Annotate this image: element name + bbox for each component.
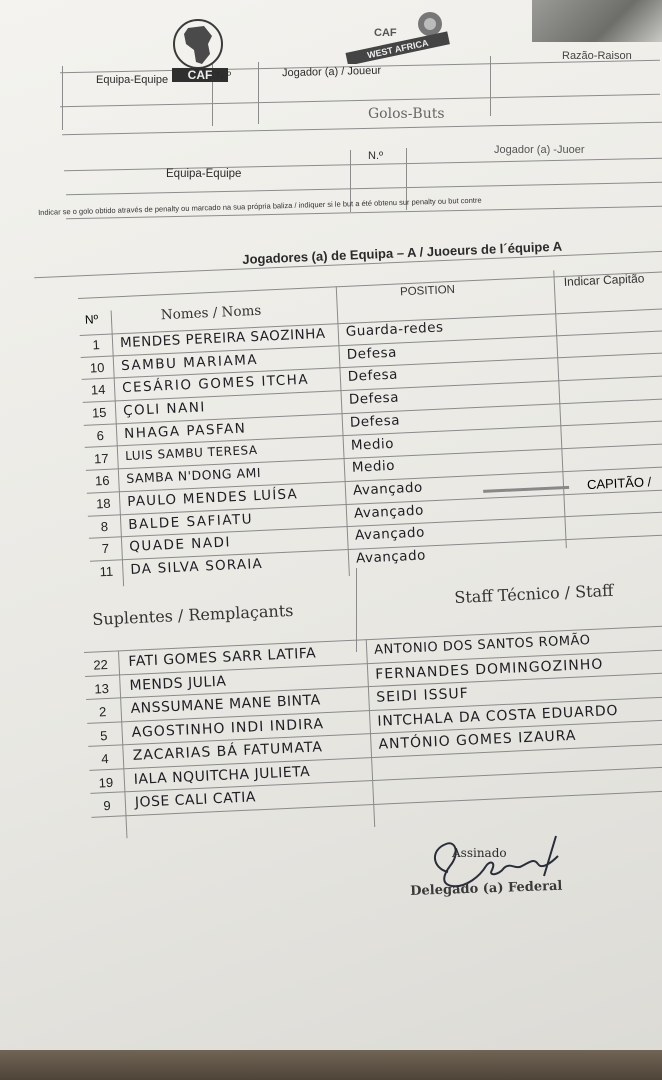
team-a-table	[78, 271, 662, 590]
sub-name: MENDS JULIA	[129, 673, 227, 694]
goals-jogador-label: Jogador (a) -Juoer	[494, 144, 585, 156]
rule	[66, 182, 662, 196]
delegate-label: Delegado (a) Federal	[410, 878, 563, 899]
player-position: Guarda-redes	[345, 319, 444, 340]
wafu-banner-text: WEST AFRICA	[366, 37, 430, 61]
number-label: N.º	[216, 70, 232, 82]
team-a-title: Jogadores (a) de Equipa – A / Juoeurs de l´équipe A	[242, 238, 563, 267]
player-position: Defesa	[349, 412, 401, 431]
sub-number: 2	[98, 704, 107, 720]
rule	[62, 122, 662, 136]
staff-name: ANTONIO DOS SANTOS ROMÃO	[373, 633, 591, 658]
staff-name: SEIDI ISSUF	[376, 685, 470, 706]
player-number: 10	[89, 359, 105, 376]
sub-number: 22	[93, 656, 109, 673]
substitutes-title: Suplentes / Remplaçants	[92, 600, 294, 629]
staff-name: INTCHALA DA COSTA EDUARDO	[377, 702, 619, 730]
goals-title: Golos-Buts	[368, 106, 445, 122]
goals-number-label: N.º	[368, 150, 384, 162]
player-number: 11	[99, 563, 114, 580]
sub-name: IALA NQUITCHA JULIETA	[133, 763, 311, 788]
player-name: LUIS SAMBU TERESA	[124, 442, 258, 463]
substitutes-table	[84, 625, 662, 842]
wafu-caf-text: CAF	[374, 27, 397, 39]
background-object	[532, 0, 662, 42]
rule	[62, 66, 63, 130]
player-position: Defesa	[348, 389, 400, 408]
player-number: 16	[94, 472, 110, 489]
sub-name: AGOSTINHO INDI INDIRA	[131, 715, 325, 741]
sub-number: 19	[98, 774, 114, 790]
player-number: 7	[101, 541, 110, 557]
player-name: NHAGA PASFAN	[123, 420, 247, 442]
player-name: QUADE NADI	[128, 534, 232, 556]
staff-title: Staff Técnico / Staff	[454, 580, 614, 607]
sub-name: ANSSUMANE MANE BINTA	[130, 692, 321, 717]
col-captain-header: Indicar Capitão	[563, 271, 645, 289]
equipa-label: Equipa-Equipe	[96, 74, 169, 86]
player-name: DA SILVA SORAIA	[130, 555, 264, 578]
player-position: Avançado	[353, 502, 425, 522]
sub-number: 5	[99, 727, 108, 743]
player-position: Medio	[351, 457, 396, 476]
player-name: SAMBA N'DONG AMI	[125, 465, 262, 487]
col-names-header: Nomes / Noms	[160, 302, 262, 324]
goals-equipa-label: Equipa-Equipe	[166, 168, 242, 180]
col-position-header: POSITION	[399, 283, 456, 299]
razao-label: Razão-Raison	[562, 50, 632, 62]
player-name: PAULO MENDES LUÍSA	[126, 486, 299, 510]
sub-name: JOSE CALI CATIA	[134, 789, 257, 811]
player-position: Defesa	[347, 366, 399, 386]
player-name: ÇOLI NANI	[122, 399, 207, 420]
rule	[60, 94, 660, 108]
staff-name: FERNANDES DOMINGOZINHO	[374, 655, 604, 683]
player-number: 14	[90, 382, 106, 398]
wafu-logo	[338, 6, 468, 64]
player-position: Defesa	[346, 344, 398, 363]
col-number-header: Nº	[84, 312, 99, 327]
penalty-note: Indicar se o golo obtido através de penalty ou marcado na sua própria baliza / indiquer si le but a été obtenu sur penalty ou but contre	[38, 195, 482, 217]
sub-number: 9	[103, 797, 111, 814]
player-name: CESÁRIO GOMES ITCHA	[121, 371, 310, 397]
player-position: Avançado	[352, 479, 424, 499]
rule	[64, 158, 662, 172]
caf-logo-text: CAF	[187, 68, 213, 82]
sub-number: 13	[94, 680, 110, 697]
rule	[258, 62, 259, 124]
player-number: 18	[95, 495, 111, 512]
player-position: Avançado	[354, 524, 426, 544]
player-number: 6	[96, 427, 105, 444]
player-position: Avançado	[355, 547, 427, 567]
staff-name: ANTÓNIO GOMES IZAURA	[378, 727, 577, 753]
captain-mark: CAPITÃO /	[586, 473, 652, 492]
player-number: 8	[100, 518, 109, 534]
player-number: 1	[92, 337, 101, 353]
player-name: MENDES PEREIRA SAOZINHA	[119, 325, 326, 352]
rule	[490, 56, 491, 116]
player-name: SAMBU MARIAMA	[120, 351, 259, 374]
player-position: Medio	[350, 435, 395, 454]
player-name: BALDE SAFIATU	[127, 510, 254, 533]
player-number: 17	[93, 450, 109, 466]
sub-name: FATI GOMES SARR LATIFA	[128, 645, 317, 670]
signed-label: Assinado	[452, 846, 507, 860]
sub-name: ZACARIAS BÁ FATUMATA	[132, 739, 324, 764]
sub-number: 4	[100, 751, 109, 767]
player-number: 15	[91, 404, 107, 421]
jogador-label: Jogador (a) / Joueur	[281, 64, 382, 80]
